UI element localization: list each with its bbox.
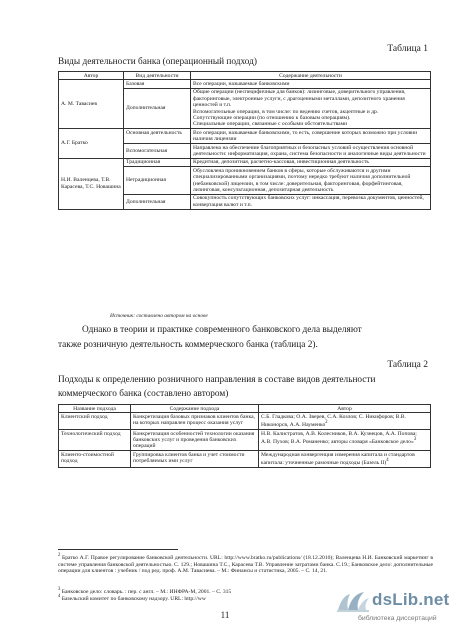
paragraph-line1: Однако в теории и практике современного банковского дела выделяют: [82, 325, 362, 335]
table1-header-content: Содержание деятельности: [191, 72, 431, 80]
table1-header-row: [59, 72, 431, 80]
table2-approach-authors: Международная конвергенция измерения капитала и стандартов капитала: уточненные рамочные подходы (Базель II)$^4$: [259, 451, 431, 468]
table2-header-row: [59, 405, 431, 413]
table2-approach-authors: Н.В. Калистратов, А.В. Колесников, В.А. Кузнецов, А.А. Попова; А.В. Пухов; В.А. Романенко; авторы словаря «Банковское дело»$^3$: [259, 430, 431, 451]
table1-extra-content: Совокупность сопутствующих банковских услуг: инкассация, перевозка документов, ценностей, конвертация валют и т.п.: [191, 194, 431, 209]
table1-kind-extra: Дополнительная: [124, 194, 191, 209]
table1-row: [59, 129, 431, 144]
table1-additional-content: [191, 88, 431, 128]
table1-row: [59, 158, 431, 166]
footnote-3: $^3$ Банковское дело: словарь. : пер. с англ. – М.: ИНФРА-М, 2001. – С. 315: [58, 587, 232, 595]
table2-approach-content: Группировка клиентов банка и учет стоимости потребляемых ими услуг: [131, 451, 259, 468]
table2-caption: Таблица 2: [387, 360, 428, 370]
table2-approach-name: Клиенто-стоимостной подход: [59, 451, 131, 468]
table2-row: [59, 430, 431, 451]
footnote-2: $^2$ Братко А.Г. Правое регулирование банковской деятельности. URL: http://www.bratko.ru/publications/ (18.12.2010); Валенцева Н.И. Банковский маркетинг в системе управления банковской деятельностью. С. 129.; Новашина Т.С., Карасева Т.В. Управление затратами банка. С.19.; Банковское дело: дополнительные операции для клиентов : учебник / под ред. проф. А.М. Тавасиева. – М.: Финансы и статистика, 2005. – С. 14, 21.: [58, 553, 433, 575]
table2: [58, 404, 431, 468]
table1-traditional-content: Кредитная, депозитная, расчетно-кассовая, инвестиционная деятельность: [191, 158, 431, 166]
table2-title: Подходы к определению розничного направления в составе видов деятельности коммерческого банка (составлено автором): [58, 375, 376, 399]
additional-special-ops: Специальные операции, связанные с особыми обстоятельствами: [193, 121, 348, 128]
table1-kind-basic: Базовая: [124, 80, 191, 88]
table1-kind-additional: Дополнительная: [124, 88, 191, 128]
table1-header-author: Автор: [59, 72, 124, 80]
table2-header-content: Содержание подхода: [131, 405, 259, 413]
table1-row: [59, 80, 431, 88]
table2-row: [59, 413, 431, 430]
table1-source-note: Источник: составлено автором на основе: [110, 313, 208, 319]
additional-general-ops: Общие операции (неспецифичные для банков): лизинговые, доверительного управления, факторинговые, электронные услуги, с драгоценными металлами, депозитного хранения ценностей и т.п.: [193, 89, 406, 109]
table2-approach-name: Технологический подход: [59, 430, 131, 451]
additional-related-ops: Сопутствующие операции (по отношению к базовым операциям).: [193, 114, 351, 121]
table1-kind-traditional: Традиционная: [124, 158, 191, 166]
table1-nontraditional-content: Обусловлена проникновением банков в сферы, которые обслуживаются и другими специализированными организациями, поэтому нередко требуют наличия дополнительной (небанковской) лицензии, в том числе: доверительная, факторинговая, форфейтинговая, лизинговая, консультационная, депозитарная деятельность: [191, 167, 431, 195]
table1-kind-main: Основная деятельность: [124, 129, 191, 144]
table2-header-name: Название подхода: [59, 405, 131, 413]
table1: [58, 71, 431, 210]
additional-auxiliary-ops: Вспомогательные операции, в том числе: по ведению счетов, акцептные и др.: [193, 108, 379, 115]
table1-kind-auxiliary: Вспомогательная: [124, 144, 191, 159]
table2-approach-name: Клиентский подход: [59, 413, 131, 430]
table2-approach-content: Конкретизация особенностей технологии оказания банковских услуг и проведения банковских операций: [131, 430, 259, 451]
table1-header-kind: Вид деятельности: [124, 72, 191, 80]
table2-row: [59, 451, 431, 468]
table1-basic-content: Все операции, называемые банковскими: [191, 80, 431, 88]
footnote-separator: [58, 549, 178, 550]
table2-approach-authors: С.Б. Гладкова; О.А. Зверев, С.А. Козлов; С. Никифоров; В.В. Никонорсв, А.А. Науменко$^2$: [259, 413, 431, 430]
table1-author-tavasiev: А. М. Тавасиев: [59, 80, 124, 129]
body-paragraph: [58, 323, 430, 353]
table1-author-bratko: А.Г. Братко: [59, 129, 124, 159]
table1-auxiliary-content: Направлена на обеспечение благоприятных и безопасных условий осуществления основной деятельности: информатизация, охрана, система безопасности и аналогичные виды деятельности: [191, 144, 431, 159]
page-number: 11: [220, 610, 230, 620]
footnote-4: $^4$ Базельский комитет по банковскому надзору. URL: http://ww: [58, 594, 206, 602]
table2-approach-content: Конкретизация базовых признаков клиентов банка, на которых направлен процесс оказания услуг: [131, 413, 259, 430]
table1-title: Виды деятельности банка (операционный подход): [58, 57, 257, 67]
table1-author-valentseva: Н.И. Валенцева, Т.В. Карасева, Т.С. Новашина: [59, 158, 124, 209]
table1-caption: Таблица 1: [387, 44, 428, 54]
dslib-watermark[interactable]: [336, 590, 448, 634]
table1-main-content: Все операции, называемые банковскими, то есть, совершение которых возможно при условии наличия лицензии: [191, 129, 431, 144]
dslib-logo-icon: [336, 590, 370, 614]
watermark-brand: dsLib.net: [372, 590, 450, 609]
table2-header-author: Автор: [259, 405, 431, 413]
watermark-subtitle: библиотека диссертаций: [358, 615, 437, 622]
table1-kind-nontraditional: Нетрадиционная: [124, 167, 191, 195]
paragraph-line2: также розничную деятельность коммерческого банка (таблица 2).: [58, 340, 318, 350]
